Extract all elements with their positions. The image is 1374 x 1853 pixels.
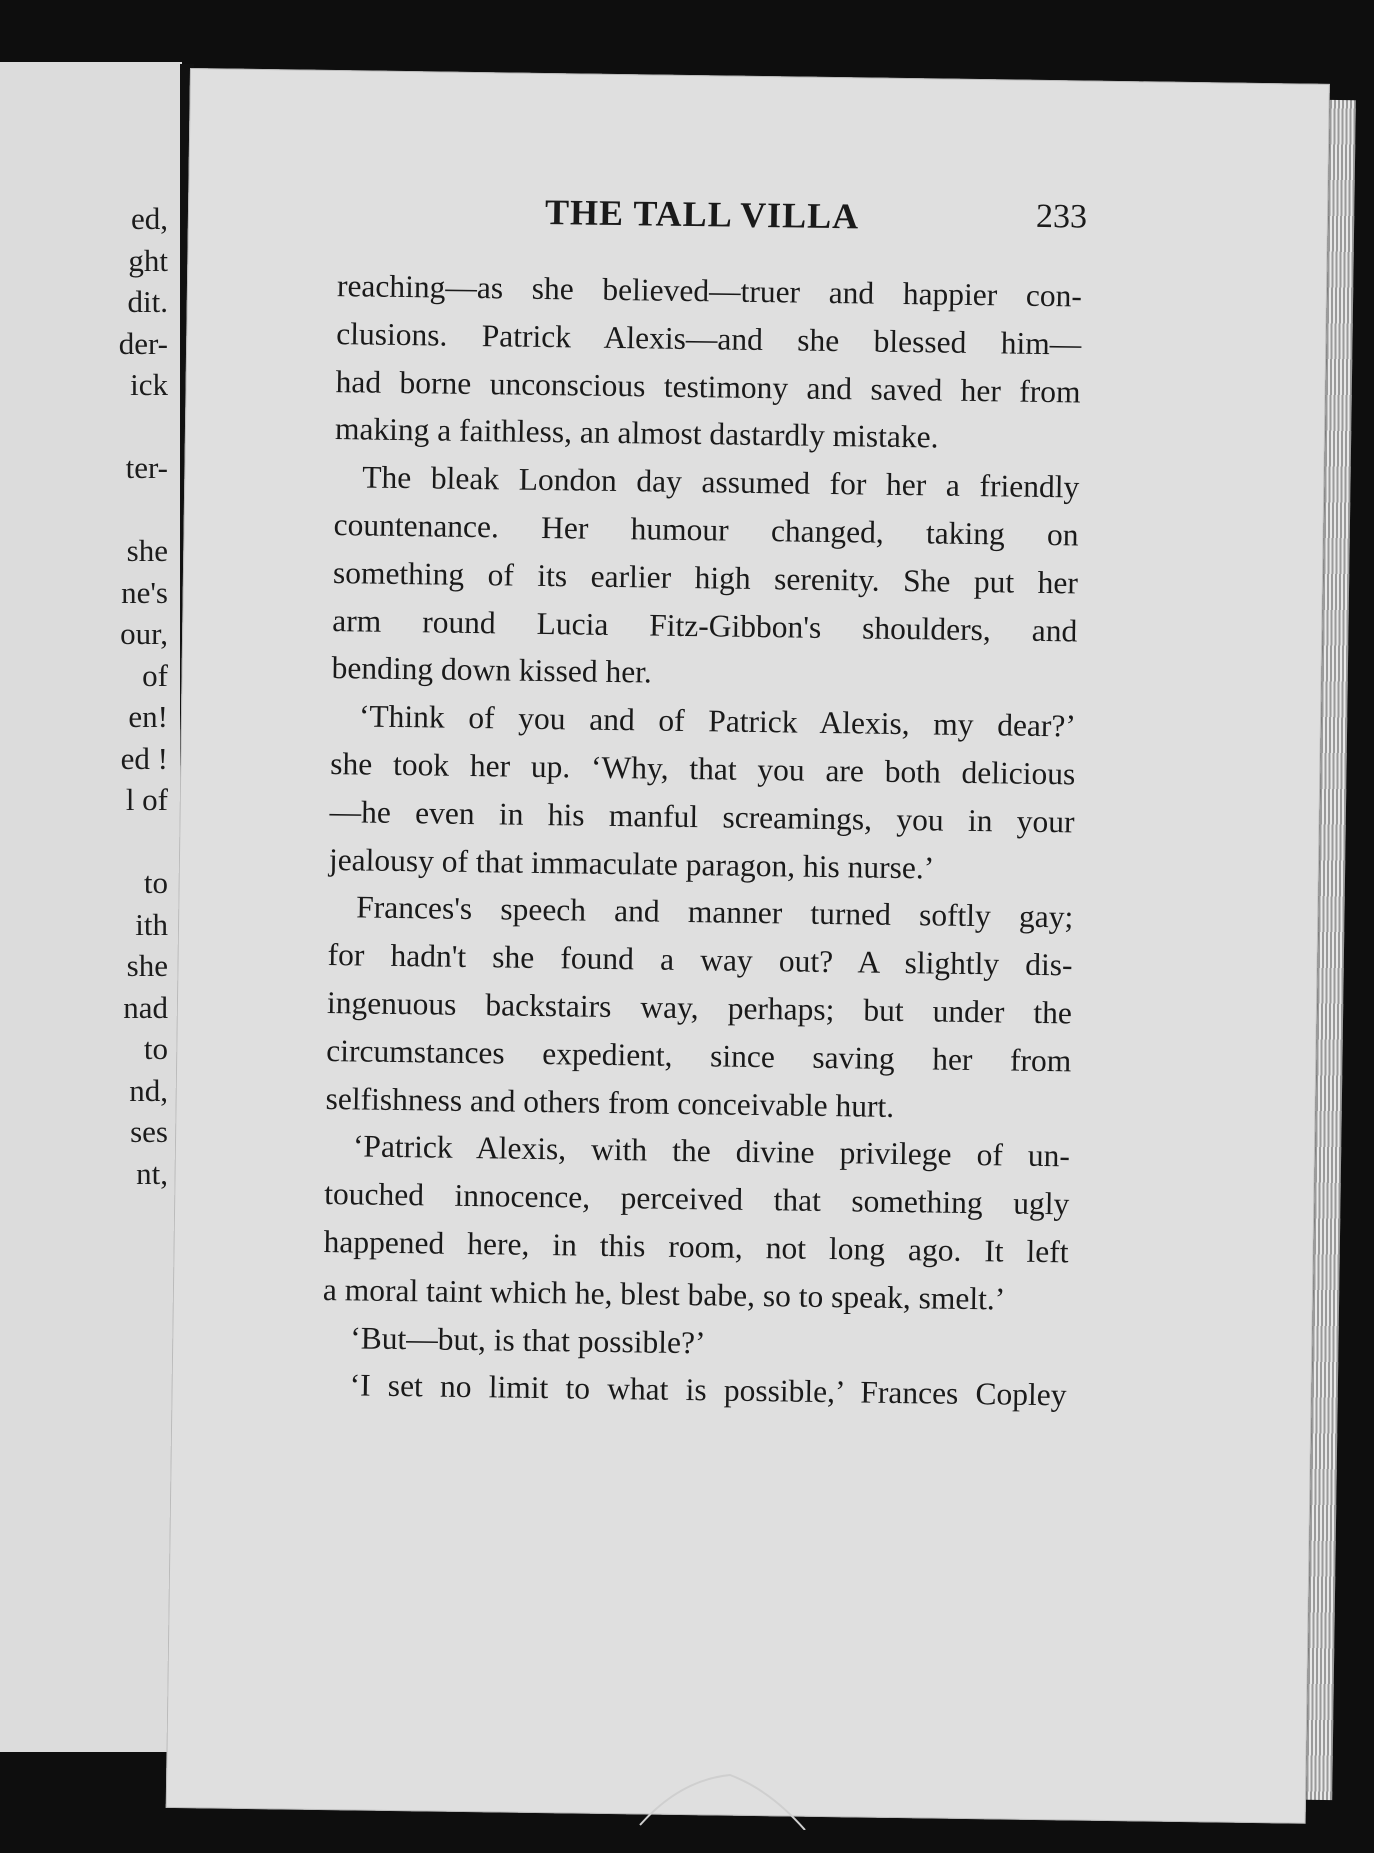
left-page-line-fragment: ter- [125, 450, 168, 485]
left-page-line-fragment: ith [135, 906, 168, 942]
text-line: clusions. Patrick Alexis—and she blessed him— [336, 315, 1082, 362]
text-line: happened here, in this room, not long ago. It left [323, 1223, 1069, 1270]
left-page-line-fragment: ed ! [120, 740, 168, 776]
left-page-line-fragment: l of [125, 782, 168, 817]
text-line: reaching—as she believed—truer and happier con- [336, 268, 1083, 314]
left-page-line-fragment: ght [128, 242, 168, 278]
left-page-line-fragment: ed, [130, 201, 168, 236]
text-line: ‘Patrick Alexis, with the divine privilege of un- [352, 1128, 1071, 1174]
left-page-line-fragment: nad [123, 989, 168, 1025]
page-number: 233 [1035, 197, 1088, 236]
text-line: ‘Think of you and of Patrick Alexis, my dear?’ [358, 698, 1077, 744]
text-line: for hadn't she found a way out? A slightly dis- [327, 937, 1073, 983]
text-line: something of its earlier high serenity. She put her [332, 554, 1079, 601]
text-line: ‘I set no limit to what is possible,’ Frances Copley [349, 1367, 1067, 1413]
left-page-line-fragment: of [142, 657, 168, 693]
left-page-line-fragment: en! [128, 699, 168, 734]
text-line: a moral taint which he, blest babe, so to speak, smelt.’ [322, 1271, 1006, 1317]
left-page-line-fragment: to [143, 865, 168, 900]
running-head: THE TALL VILLA [544, 191, 860, 237]
text-line: arm round Lucia Fitz-Gibbon's shoulders, and [332, 602, 1078, 649]
left-page-line-fragment: to [143, 1031, 168, 1066]
left-page-line-fragment: she [126, 948, 168, 983]
left-page-line-fragment: ne's [121, 574, 168, 610]
left-page-line-fragment: nd, [129, 1072, 168, 1108]
text-line: she took her up. ‘Why, that you are both delicious [330, 745, 1076, 792]
text-line: ‘But—but, is that possible?’ [350, 1319, 706, 1360]
text-line: selfishness and others from conceivable hurt. [325, 1080, 895, 1124]
text-line: The bleak London day assumed for her a friendly [362, 459, 1080, 505]
text-line: touched innocence, perceived that something ugly [324, 1176, 1070, 1222]
text-line: making a faithless, an almost dastardly mistake. [334, 411, 939, 455]
book-page [166, 68, 1330, 1824]
left-page-line-fragment: she [126, 533, 168, 568]
left-page-line-fragment: dit. [127, 284, 168, 319]
text-line: jealousy of that immaculate paragon, his nurse.’ [328, 841, 935, 886]
left-page-line-fragment: ses [130, 1114, 168, 1149]
left-page-line-fragment: nt, [136, 1155, 168, 1191]
text-line: countenance. Her humour changed, taking on [333, 507, 1079, 553]
text-line: had borne unconscious testimony and saved her from [335, 363, 1081, 410]
body-text [321, 262, 1082, 1419]
text-line: —he even in his manful screamings, you in your [329, 793, 1075, 840]
text-line: ingenuous backstairs way, perhaps; but under the [326, 984, 1073, 1031]
left-facing-page [0, 62, 182, 1752]
left-page-line-fragment: ick [130, 367, 168, 402]
left-page-line-fragment: der- [118, 325, 168, 361]
scan-artifact-marks [620, 1770, 820, 1830]
text-line: bending down kissed her. [331, 650, 653, 690]
text-line: circumstances expedient, since saving her from [326, 1032, 1072, 1079]
left-page-line-fragment: our, [120, 616, 168, 651]
text-line: Frances's speech and manner turned softly gay; [356, 889, 1074, 935]
